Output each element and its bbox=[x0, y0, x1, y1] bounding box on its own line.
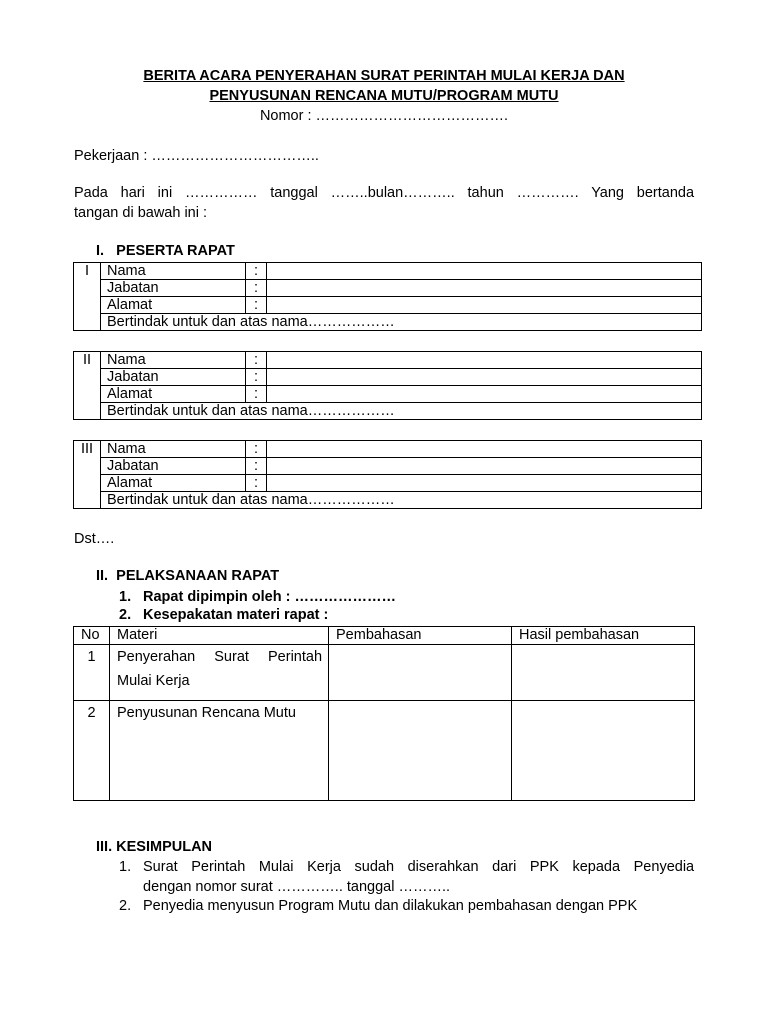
document-title-line1: BERITA ACARA PENYERAHAN SURAT PERINTAH MULAI KERJA DAN bbox=[143, 68, 625, 84]
section2-item-2: 2. Kesepakatan materi rapat : bbox=[119, 607, 329, 623]
field-label-jabatan: Jabatan bbox=[101, 280, 246, 297]
section3-item-1-number: 1. bbox=[119, 859, 132, 875]
field-value-nama bbox=[267, 263, 702, 280]
section2-title: PELAKSANAAN RAPAT bbox=[116, 568, 280, 584]
section3-item-2-number: 2. bbox=[119, 898, 132, 914]
header-hasil: Hasil pembahasan bbox=[512, 627, 695, 645]
row-pembahasan bbox=[329, 701, 512, 801]
acting-on-behalf: Bertindak untuk dan atas nama……………… bbox=[101, 492, 702, 509]
field-value-jabatan bbox=[267, 280, 702, 297]
acting-on-behalf: Bertindak untuk dan atas nama……………… bbox=[101, 314, 702, 331]
row-hasil bbox=[512, 645, 695, 701]
colon: : bbox=[246, 352, 267, 369]
colon: : bbox=[246, 458, 267, 475]
field-value-alamat bbox=[267, 386, 702, 403]
dst-text: Dst…. bbox=[74, 531, 115, 547]
section2-number: II. bbox=[96, 568, 109, 584]
field-value-alamat bbox=[267, 297, 702, 314]
participant-number: III bbox=[74, 441, 101, 509]
section1-number: I. bbox=[96, 243, 105, 259]
document-number: Nomor : …………………………………. bbox=[259, 108, 509, 124]
materi-table bbox=[73, 626, 695, 801]
field-value-jabatan bbox=[267, 369, 702, 386]
section3-item-1-line2: dengan nomor surat ………….. tanggal ……….. bbox=[143, 879, 451, 895]
participant-table-1 bbox=[73, 262, 702, 331]
acting-on-behalf: Bertindak untuk dan atas nama……………… bbox=[101, 403, 702, 420]
intro-line2: tangan di bawah ini : bbox=[74, 205, 208, 221]
table-header-row bbox=[74, 627, 695, 645]
field-label-alamat: Alamat bbox=[101, 297, 246, 314]
field-value-nama bbox=[267, 441, 702, 458]
field-value-nama bbox=[267, 352, 702, 369]
section3-item-2-text: Penyedia menyusun Program Mutu dan dilakukan pembahasan dengan PPK bbox=[143, 898, 638, 914]
row-materi: Penyusunan Rencana Mutu bbox=[110, 701, 329, 801]
field-label-nama: Nama bbox=[101, 352, 246, 369]
field-value-jabatan bbox=[267, 458, 702, 475]
field-label-alamat: Alamat bbox=[101, 386, 246, 403]
header-materi: Materi bbox=[110, 627, 329, 645]
document-title-line2: PENYUSUNAN RENCANA MUTU/PROGRAM MUTU bbox=[209, 88, 559, 104]
row-materi: Penyerahan Surat Perintah Mulai Kerja bbox=[110, 645, 329, 701]
colon: : bbox=[246, 297, 267, 314]
table-row bbox=[74, 645, 695, 701]
colon: : bbox=[246, 475, 267, 492]
section1-heading bbox=[96, 242, 235, 260]
row-number: 2 bbox=[74, 701, 110, 801]
field-label-nama: Nama bbox=[101, 441, 246, 458]
header-pembahasan: Pembahasan bbox=[329, 627, 512, 645]
colon: : bbox=[246, 441, 267, 458]
participant-table-2 bbox=[73, 351, 702, 420]
section3-number: III. bbox=[96, 839, 113, 855]
field-label-jabatan: Jabatan bbox=[101, 369, 246, 386]
section3-heading bbox=[96, 838, 212, 856]
row-hasil bbox=[512, 701, 695, 801]
table-row bbox=[74, 701, 695, 801]
participant-table-3 bbox=[73, 440, 702, 509]
section1-title: PESERTA RAPAT bbox=[116, 243, 235, 259]
colon: : bbox=[246, 280, 267, 297]
participant-number: II bbox=[74, 352, 101, 420]
header-no: No bbox=[74, 627, 110, 645]
participant-number: I bbox=[74, 263, 101, 331]
colon: : bbox=[246, 263, 267, 280]
field-label-nama: Nama bbox=[101, 263, 246, 280]
pekerjaan-line: Pekerjaan : …………………………….. bbox=[74, 148, 319, 164]
field-label-jabatan: Jabatan bbox=[101, 458, 246, 475]
row-number: 1 bbox=[74, 645, 110, 701]
colon: : bbox=[246, 369, 267, 386]
field-value-alamat bbox=[267, 475, 702, 492]
section2-heading bbox=[96, 567, 279, 585]
section3-item-1-line1: Surat Perintah Mulai Kerja sudah diserahkan dari PPK kepada Penyedia bbox=[143, 859, 695, 875]
intro-line1: Pada hari ini …………… tanggal ……..bulan……….. tahun …………. Yang bertanda bbox=[74, 185, 695, 201]
section2-item-1: 1. Rapat dipimpin oleh : ………………… bbox=[119, 589, 396, 605]
section3-title: KESIMPULAN bbox=[116, 839, 213, 855]
field-label-alamat: Alamat bbox=[101, 475, 246, 492]
row-pembahasan bbox=[329, 645, 512, 701]
colon: : bbox=[246, 386, 267, 403]
